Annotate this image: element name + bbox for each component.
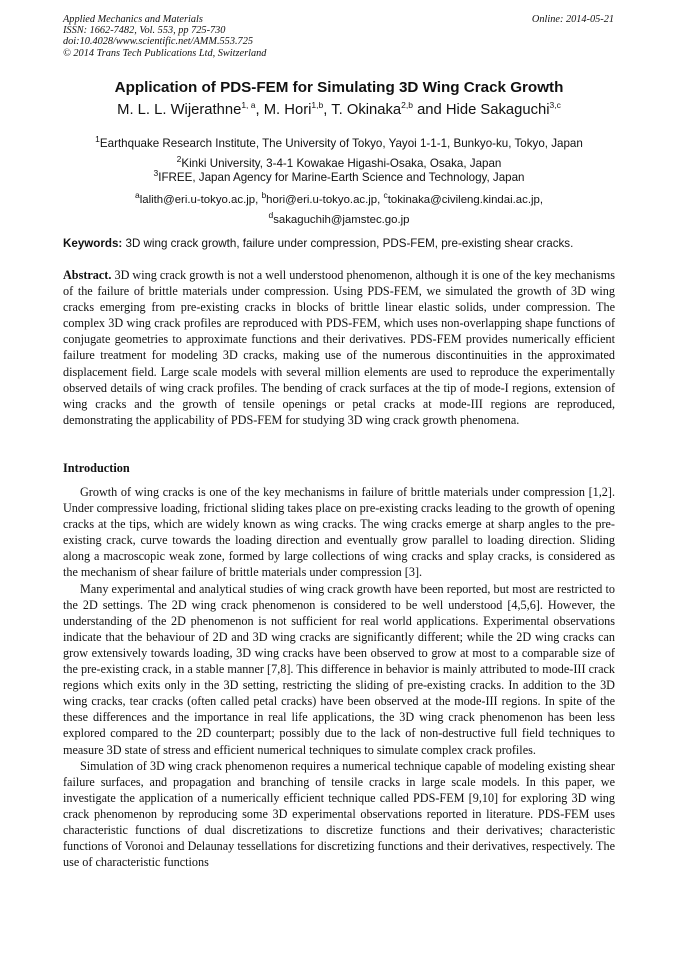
online-date: Online: 2014-05-21 xyxy=(531,14,614,25)
paragraph: Simulation of 3D wing crack phenomenon requires a numerical technique capable of modeling existing shear failure surfaces, and propagation and branching of tensile cracks in large scale models. In this paper, we investigate the application of a numerically efficient technique called PDS-FEM [9,10] for exploring 3D wing crack phenomenon by reproducing some 3D experimental observations reported in literature. PDS-FEM uses characteristic functions of dual discretizations to discretize functions and their derivatives; characteristic functions of Voronoi and Delaunay tessellations for discretizing functions and their derivatives, respectively. The use of characteristic functions xyxy=(63,758,615,870)
affiliation-1: $^1$Earthquake Research Institute, The University of Tokyo, Yayoi 1-1-1, Bunkyo-ku, Tokyo, Japan xyxy=(95,134,583,150)
running-header xyxy=(63,14,614,59)
abstract-label: Abstract. xyxy=(63,268,112,282)
abstract xyxy=(63,267,615,428)
copyright-line: © 2014 Trans Tech Publications Ltd, Switzerland xyxy=(63,47,267,59)
author: M. Hori$^{1,b}$, xyxy=(263,100,332,118)
paragraph: Growth of wing cracks is one of the key mechanisms in failure of brittle materials under compression [1,2]. Under compressive loading, frictional sliding takes place on pre-existing cracks leading to the growth of opening cracks at the tips, which are widely known as wing cracks. The wing cracks emerge at sharp angles to the pre-existing crack, curve towards the loading direction and eventually grow parallel to loading direction. Sliding along a macroscopic weak zone, formed by large collections of wing cracks and splay cracks, is considered as the mechanism of shear failure of brittle materials under compression [3]. xyxy=(63,485,615,580)
issn-line: ISSN: 1662-7482, Vol. 553, pp 725-730 xyxy=(63,25,226,37)
author: M. L. L. Wijerathne$^{1, a}$, xyxy=(117,100,264,118)
abstract-text: 3D wing crack growth is not a well understood phenomenon, although it is one of the key mechanisms of the failure of brittle materials under compression. Using PDS-FEM, we simulated the growth of 3D wing cracks emerging from pre-existing cracks in blocks of brittle linear elastic solids, under compression. The complex 3D wing crack profiles are reproduced with PDS-FEM, which uses non-overlapping shape functions of conjugate geometries to approximate functions and their derivatives. PDS-FEM provides numerically efficient failure treatment for modeling 3D cracks, making use of the numerous discontinuities in the approximated displacement field. Large scale models with several million elements are used to reproduce the experimentally observed details of wing crack profiles. The bending of crack surfaces at the tip of mode-I regions, extension of wing cracks and the growth of tensile openings or petal cracks at mode-III regions are reproduced, demonstrating the applicability of PDS-FEM for studying 3D wing crack growth phenomena. xyxy=(63,268,615,427)
section-heading-introduction: Introduction xyxy=(63,461,130,475)
keywords-text: 3D wing crack growth, failure under compression, PDS-FEM, pre-existing shear cracks. xyxy=(122,237,574,250)
paragraph: Many experimental and analytical studies of wing crack growth have been reported, but most are restricted to the 2D settings. The 2D wing crack phenomenon is considered to be well understood [4,5,6]. However, the understanding of the 2D phenomenon is not sufficient for real world applications. Experimental observations indicate that the behaviour of 2D and 3D wing cracks are significantly different; while the 2D wing cracks can grow extensively towards loading, 3D wing cracks have been observed to grow at most to a comparable size of the pre-existing crack, in a stable manner [7,8]. This difference in behavior is mainly attributed to mode-III crack regions which exits only in the 3D setting, restricting the sliding of pre-existing cracks. In addition to the 3D wing cracks, tear cracks (often called petal cracks) have been observed at the mode-III regions. In spite of the these differences and the importance in real life applications, the 3D wing crack phenomenon has been less explored compared to the 2D counterpart; possibly due to the lack of non-destructive full field techniques to measure 3D state of stress and efficient numerical techniques to simulate complex crack profiles. xyxy=(63,581,615,757)
keywords xyxy=(63,237,623,250)
email-link: sakaguchih@jamstec.go.jp xyxy=(273,213,410,226)
keywords-label: Keywords: xyxy=(63,237,123,250)
email-link: hori@eri.u-tokyo.ac.jp, xyxy=(266,193,384,206)
affiliation-3: $^3$IFREE, Japan Agency for Marine-Earth Science and Technology, Japan xyxy=(153,168,525,184)
author: T. Okinaka$^{2,b}$ and xyxy=(331,100,446,118)
paper-title: Application of PDS-FEM for Simulating 3D Wing Crack Growth xyxy=(114,79,564,96)
affiliation-2: $^2$Kinki University, 3-4-1 Kowakae Higashi-Osaka, Osaka, Japan xyxy=(176,154,502,170)
author-list xyxy=(0,100,678,118)
doi-line: doi:10.4028/www.scientific.net/AMM.553.725 xyxy=(63,36,253,48)
email-link: lalith@eri.u-tokyo.ac.jp, xyxy=(139,193,262,206)
email-link: tokinaka@civileng.kindai.ac.jp, xyxy=(387,193,544,206)
author: Hide Sakaguchi$^{3,c}$ xyxy=(445,100,561,118)
email-list: $^a$lalith@eri.u-tokyo.ac.jp, $^b$hori@eri.u-tokyo.ac.jp, $^c$tokinaka@civileng.kindai.ac.jp, $^d$sakaguchih@jamstec.go.jp xyxy=(134,190,544,226)
journal-name: Applied Mechanics and Materials xyxy=(63,14,203,25)
introduction-body xyxy=(63,484,615,870)
